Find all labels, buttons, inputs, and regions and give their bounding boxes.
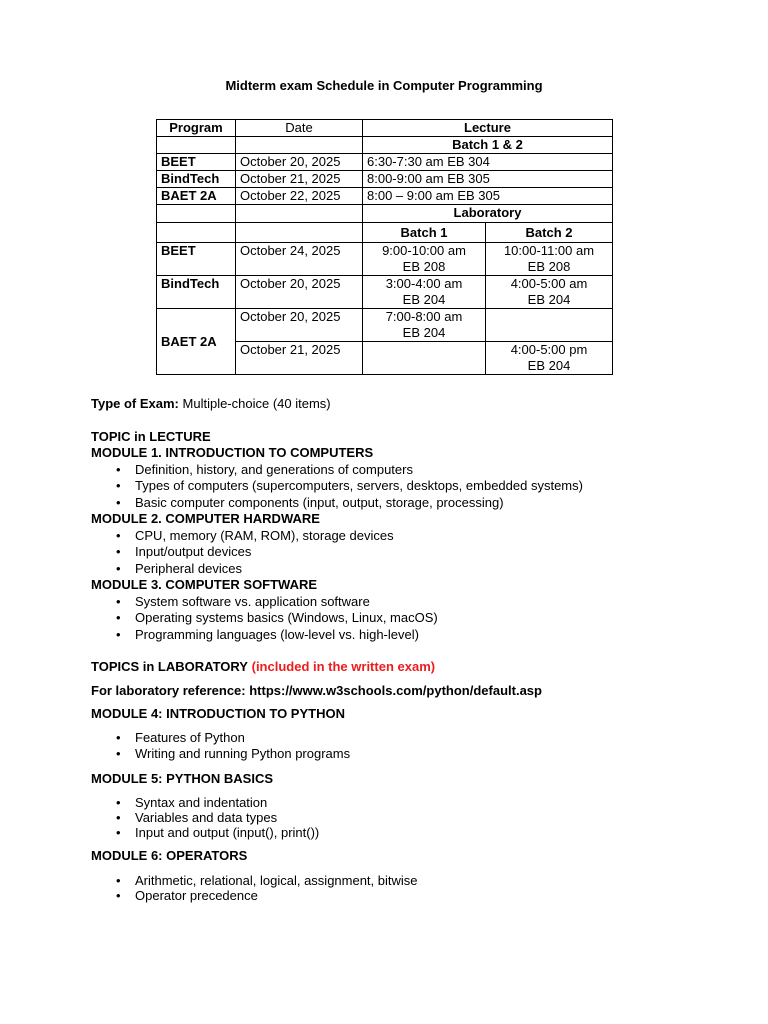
room-text: EB 204 — [402, 292, 446, 307]
time-text: 10:00-11:00 am — [503, 243, 595, 258]
list-item: • Writing and running Python programs — [135, 746, 751, 763]
date-cell: October 21, 2025 — [236, 342, 363, 375]
program-cell: BAET 2A — [157, 188, 236, 205]
program-cell: BindTech — [157, 171, 236, 188]
lecture-topics-heading: TOPIC in LECTURE — [91, 428, 211, 444]
document-title: Midterm exam Schedule in Computer Programming — [225, 78, 543, 93]
header-batch-2: Batch 2 — [486, 223, 613, 243]
batch2-cell — [486, 342, 613, 375]
schedule-cell: 8:00-9:00 am EB 305 — [363, 171, 613, 188]
list-item: • Basic computer components (input, output, storage, processing) — [135, 495, 751, 512]
list-item: • System software vs. application software — [135, 594, 751, 611]
date-cell: October 21, 2025 — [236, 171, 363, 188]
batch1-cell — [363, 276, 486, 309]
exam-type — [91, 396, 751, 413]
list-item: • Input/output devices — [135, 544, 751, 561]
lab-topics-heading — [91, 659, 751, 676]
room-text: EB 208 — [527, 259, 571, 274]
time-text: 4:00-5:00 pm — [510, 342, 588, 357]
batch2-cell — [486, 243, 613, 276]
date-cell: October 20, 2025 — [236, 276, 363, 309]
header-lecture: Lecture — [363, 120, 613, 137]
list-item: • Arithmetic, relational, logical, assignment, bitwise — [135, 873, 751, 888]
list-item: • Programming languages (low-level vs. high-level) — [135, 627, 751, 644]
document-body — [91, 396, 751, 903]
module-title: MODULE 3. COMPUTER SOFTWARE — [91, 577, 318, 592]
table-row — [157, 188, 613, 205]
program-cell: BAET 2A — [157, 309, 236, 375]
list-item: • Operating systems basics (Windows, Linux, macOS) — [135, 610, 751, 627]
list-item: • Peripheral devices — [135, 561, 751, 578]
exam-type-label: Type of Exam: — [91, 396, 179, 411]
table-row — [157, 276, 613, 309]
list-item: • Input and output (input(), print()) — [135, 825, 751, 840]
schedule-cell: 6:30-7:30 am EB 304 — [363, 154, 613, 171]
table-row — [157, 243, 613, 276]
time-text: 7:00-8:00 am — [385, 309, 463, 324]
table-row — [157, 154, 613, 171]
date-cell: October 20, 2025 — [236, 309, 363, 342]
list-item: • Operator precedence — [135, 888, 751, 903]
lab-reference: For laboratory reference: https://www.w3schools.com/python/default.asp — [91, 682, 542, 698]
schedule-cell: 8:00 – 9:00 am EB 305 — [363, 188, 613, 205]
table-row — [157, 309, 613, 342]
module-topic-list — [91, 462, 751, 512]
time-text: 9:00-10:00 am — [382, 243, 466, 258]
header-batch-1: Batch 1 — [363, 223, 486, 243]
room-text: EB 208 — [402, 259, 446, 274]
batch2-cell — [486, 276, 613, 309]
program-cell: BEET — [157, 154, 236, 171]
date-cell: October 24, 2025 — [236, 243, 363, 276]
lab-exam-note: (included in the written exam) — [251, 659, 436, 674]
date-cell: October 22, 2025 — [236, 188, 363, 205]
module-topic-list — [91, 873, 751, 903]
list-item: • CPU, memory (RAM, ROM), storage devices — [135, 528, 751, 545]
header-laboratory: Laboratory — [363, 205, 613, 223]
module-title: MODULE 4: INTRODUCTION TO PYTHON — [91, 706, 345, 721]
schedule-table — [156, 119, 613, 375]
time-text: 4:00-5:00 am — [510, 276, 588, 291]
module-topic-list — [91, 795, 751, 840]
table-row — [157, 171, 613, 188]
time-text: 3:00-4:00 am — [385, 276, 463, 291]
room-text: EB 204 — [527, 292, 571, 307]
list-item: • Syntax and indentation — [135, 795, 751, 810]
module-topic-list — [91, 594, 751, 644]
module-title: MODULE 6: OPERATORS — [91, 848, 248, 863]
batch1-cell — [363, 243, 486, 276]
module-title: MODULE 2. COMPUTER HARDWARE — [91, 511, 320, 526]
list-item: • Definition, history, and generations of computers — [135, 462, 751, 479]
batch2-cell — [486, 309, 613, 342]
program-cell: BEET — [157, 243, 236, 276]
module-title: MODULE 1. INTRODUCTION TO COMPUTERS — [91, 445, 374, 460]
room-text: EB 204 — [527, 358, 571, 373]
batch1-cell — [363, 342, 486, 375]
batch1-cell — [363, 309, 486, 342]
lab-heading-text: TOPICS in LABORATORY — [91, 659, 248, 674]
date-cell: October 20, 2025 — [236, 154, 363, 171]
list-item: • Features of Python — [135, 730, 751, 747]
header-date: Date — [236, 120, 363, 137]
header-batch-1-2: Batch 1 & 2 — [363, 137, 613, 154]
list-item: • Types of computers (supercomputers, servers, desktops, embedded systems) — [135, 478, 751, 495]
header-program: Program — [157, 120, 236, 137]
exam-type-value: Multiple-choice (40 items) — [182, 396, 331, 411]
table-header-row — [157, 120, 613, 137]
module-topic-list — [91, 528, 751, 578]
room-text: EB 204 — [402, 325, 446, 340]
module-title: MODULE 5: PYTHON BASICS — [91, 770, 274, 786]
module-topic-list — [91, 730, 751, 763]
program-cell: BindTech — [157, 276, 236, 309]
list-item: • Variables and data types — [135, 810, 751, 825]
